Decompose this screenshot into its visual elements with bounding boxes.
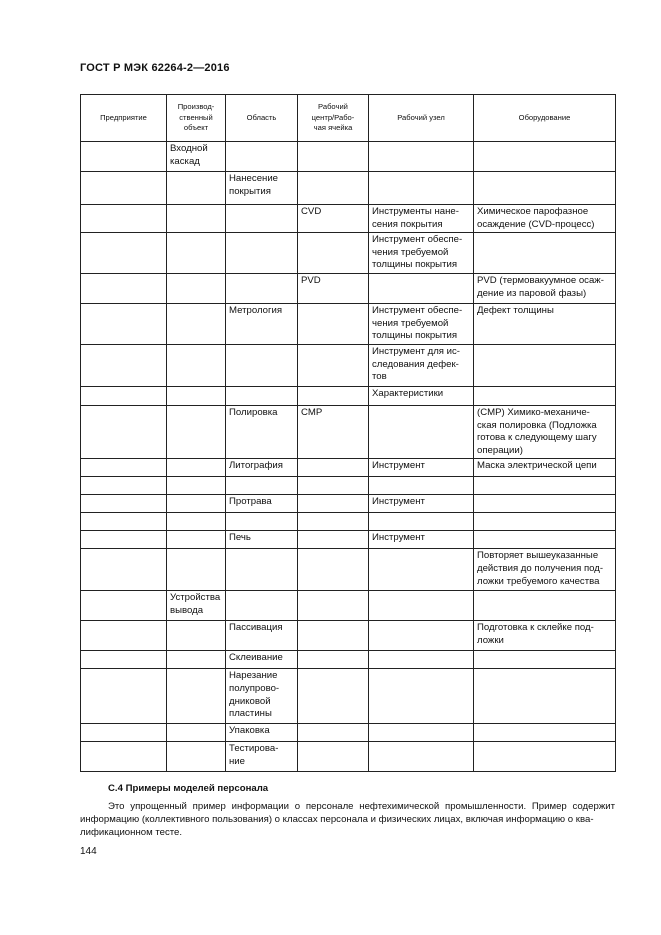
table-cell-work-center [298,549,369,591]
table-cell-enterprise [81,513,167,531]
table-row [81,205,616,233]
table-cell-enterprise [81,233,167,274]
table-cell-enterprise [81,669,167,724]
column-header-area: Область [226,95,298,142]
table-header-row [81,95,616,142]
table-cell-equipment [474,344,616,386]
table-cell-enterprise [81,742,167,772]
table-cell-enterprise [81,142,167,172]
column-header-equipment: Оборудование [474,95,616,142]
table-cell-work-center [298,513,369,531]
table-cell-equipment [474,142,616,172]
table-cell-site [167,477,226,495]
table-cell-equipment [474,172,616,205]
table-cell-area: Тестирова- ние [226,742,298,772]
table-cell-equipment [474,651,616,669]
paragraph-line-1: Это упрощенный пример информации о персонале нефтехимической промышленности. Пример содержит [108,801,615,812]
table-cell-work-unit [369,172,474,205]
table-cell-area [226,142,298,172]
table-cell-area [226,205,298,233]
table-cell-equipment: Маска электрической цепи [474,459,616,477]
table-cell-site [167,651,226,669]
table-cell-work-unit: Характеристики [369,386,474,405]
table-cell-work-center [298,459,369,477]
table-cell-equipment: PVD (термовакуумное осаж- дение из паровой фазы) [474,274,616,304]
table-cell-work-center [298,742,369,772]
equipment-hierarchy-table [80,94,616,772]
table-cell-site [167,742,226,772]
section-heading: С.4 Примеры моделей персонала [108,783,269,794]
table-cell-enterprise [81,274,167,304]
table-cell-site [167,205,226,233]
table-cell-equipment [474,233,616,274]
table-cell-area [226,233,298,274]
table-cell-area: Полировка [226,405,298,458]
table-row [81,531,616,549]
table-cell-area [226,591,298,621]
table-cell-enterprise [81,495,167,513]
table-cell-work-center: CMP [298,405,369,458]
table-cell-area: Нанесение покрытия [226,172,298,205]
table-cell-equipment: Повторяет вышеуказанные действия до получения под- ложки требуемого качества [474,549,616,591]
table-cell-area: Метрология [226,304,298,345]
table-cell-work-unit [369,742,474,772]
table-row [81,742,616,772]
table-cell-enterprise [81,651,167,669]
table-cell-work-unit [369,405,474,458]
column-header-site: Производ- ственный объект [167,95,226,142]
table-cell-enterprise [81,549,167,591]
table-cell-equipment: Химическое парофазное осаждение (CVD-процесс) [474,205,616,233]
column-header-work-center: Рабочий центр/Рабо- чая ячейка [298,95,369,142]
table-cell-work-center [298,669,369,724]
table-cell-equipment [474,669,616,724]
table-cell-equipment [474,742,616,772]
table-cell-area: Литография [226,459,298,477]
table-cell-equipment: Подготовка к склейке под- ложки [474,621,616,651]
table-row [81,513,616,531]
table-cell-work-center [298,172,369,205]
table-cell-work-unit [369,651,474,669]
table-row [81,549,616,591]
table-row [81,344,616,386]
table-cell-site [167,405,226,458]
table-cell-enterprise [81,477,167,495]
table-row [81,405,616,458]
table-cell-work-unit [369,142,474,172]
table-cell-site: Входной каскад [167,142,226,172]
table-cell-work-unit: Инструменты нане- сения покрытия [369,205,474,233]
table-cell-equipment [474,386,616,405]
table-cell-work-center [298,724,369,742]
table-cell-site [167,344,226,386]
table-cell-site [167,549,226,591]
table-cell-site [167,495,226,513]
table-cell-area [226,513,298,531]
table-cell-equipment [474,591,616,621]
column-header-enterprise: Предприятие [81,95,167,142]
table-cell-area [226,549,298,591]
table-cell-area: Печь [226,531,298,549]
table-cell-work-unit [369,549,474,591]
table-cell-area: Нарезание полупрово- дниковой пластины [226,669,298,724]
table-cell-work-unit [369,477,474,495]
table-cell-enterprise [81,531,167,549]
table-cell-work-unit [369,591,474,621]
table-row [81,477,616,495]
table-cell-work-unit [369,621,474,651]
table-cell-work-center [298,386,369,405]
table-cell-area: Пассивация [226,621,298,651]
table-cell-work-unit [369,513,474,531]
table-cell-enterprise [81,205,167,233]
table-cell-work-unit [369,669,474,724]
table-cell-site [167,304,226,345]
table-cell-work-unit: Инструмент обеспе- чения требуемой толщины покрытия [369,304,474,345]
table-cell-site [167,621,226,651]
table-row [81,304,616,345]
table-cell-enterprise [81,621,167,651]
page-number: 144 [80,846,97,857]
table-cell-work-unit: Инструмент обеспе- чения требуемой толщины покрытия [369,233,474,274]
table-cell-area: Упаковка [226,724,298,742]
table-cell-site [167,233,226,274]
table-cell-equipment [474,724,616,742]
table-cell-enterprise [81,591,167,621]
table-cell-work-center: CVD [298,205,369,233]
table-cell-work-center [298,495,369,513]
table-row [81,274,616,304]
table-cell-work-unit: Инструмент [369,459,474,477]
table-row [81,459,616,477]
table-cell-site [167,172,226,205]
table-cell-work-center [298,304,369,345]
table-cell-site [167,386,226,405]
table-cell-equipment [474,513,616,531]
table-cell-work-center [298,477,369,495]
table-row [81,233,616,274]
table-cell-enterprise [81,724,167,742]
table-cell-enterprise [81,344,167,386]
table-cell-area [226,477,298,495]
table-cell-work-center [298,344,369,386]
table-cell-work-center [298,651,369,669]
table-cell-enterprise [81,172,167,205]
table-row [81,621,616,651]
table-cell-site [167,513,226,531]
table-cell-area [226,386,298,405]
table-row [81,495,616,513]
column-header-work-unit: Рабочий узел [369,95,474,142]
table-cell-site: Устройства вывода [167,591,226,621]
table-cell-area: Склеивание [226,651,298,669]
table-cell-work-unit: Инструмент [369,531,474,549]
table-cell-enterprise [81,386,167,405]
table-cell-equipment: Дефект толщины [474,304,616,345]
table-cell-area: Протрава [226,495,298,513]
table-cell-equipment: (CMP) Химико-механиче- ская полировка (Подложка готова к следующему шагу операции) [474,405,616,458]
table-cell-area [226,274,298,304]
table-cell-work-unit: Инструмент для ис- следования дефек- тов [369,344,474,386]
table-cell-enterprise [81,459,167,477]
table-row [81,591,616,621]
table-body [81,142,616,772]
table-cell-site [167,531,226,549]
table-cell-work-unit [369,274,474,304]
table-cell-site [167,274,226,304]
table-row [81,142,616,172]
table-cell-enterprise [81,304,167,345]
table-row [81,651,616,669]
table-cell-work-unit: Инструмент [369,495,474,513]
paragraph-line-2: информацию (коллективного пользования) о классах персонала и физических лицах, включая информацию о ква- лификационном тесте. [80,814,594,838]
table-cell-site [167,724,226,742]
table-row [81,724,616,742]
table-row [81,172,616,205]
table-cell-work-center [298,142,369,172]
table-cell-equipment [474,477,616,495]
table-cell-work-unit [369,724,474,742]
table-cell-equipment [474,495,616,513]
table-cell-work-center [298,233,369,274]
table-row [81,386,616,405]
table-cell-work-center: PVD [298,274,369,304]
table-cell-area [226,344,298,386]
table-cell-equipment [474,531,616,549]
section-paragraph [80,800,615,839]
table-cell-site [167,669,226,724]
table-cell-work-center [298,591,369,621]
table-cell-work-center [298,531,369,549]
table-cell-site [167,459,226,477]
table-cell-work-center [298,621,369,651]
table-row [81,669,616,724]
document-code: ГОСТ Р МЭК 62264-2—2016 [80,62,230,74]
table-cell-enterprise [81,405,167,458]
